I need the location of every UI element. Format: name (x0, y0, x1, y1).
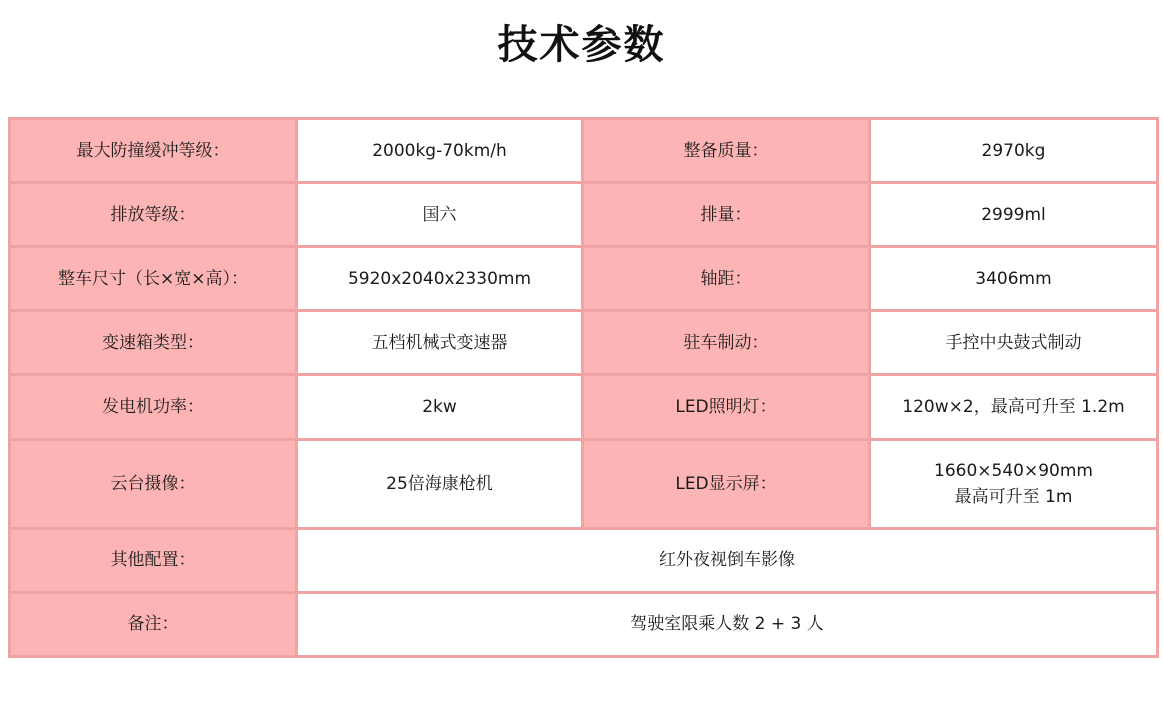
value-cell (870, 439, 1158, 528)
label-cell: 排放等级： (10, 183, 297, 247)
label-cell: 轴距： (583, 247, 870, 311)
value-cell: 2999ml (870, 183, 1158, 247)
label-cell: 其他配置： (10, 528, 297, 592)
table-row (10, 528, 1158, 592)
value-cell: 五档机械式变速器 (297, 311, 583, 375)
value-cell: 驾驶室限乘人数 2 + 3 人 (297, 592, 1158, 656)
value-line: 1660×540×90mm (934, 460, 1093, 481)
label-cell: LED显示屏： (583, 439, 870, 528)
page-title: 技术参数 (497, 22, 666, 68)
value-cell: 120w×2，最高可升至 1.2m (870, 375, 1158, 439)
table-row (10, 183, 1158, 247)
value-line: 最高可升至 1m (954, 486, 1073, 507)
label-cell: 备注： (10, 592, 297, 656)
table-row (10, 592, 1158, 656)
label-cell: 云台摄像： (10, 439, 297, 528)
label-cell: 驻车制动： (583, 311, 870, 375)
value-cell: 2000kg-70km/h (297, 119, 583, 183)
label-cell: 整备质量： (583, 119, 870, 183)
table-row (10, 247, 1158, 311)
value-cell: 3406mm (870, 247, 1158, 311)
value-cell: 25倍海康枪机 (297, 439, 583, 528)
label-cell: 最大防撞缓冲等级： (10, 119, 297, 183)
value-cell: 国六 (297, 183, 583, 247)
value-cell: 红外夜视倒车影像 (297, 528, 1158, 592)
table-row (10, 439, 1158, 528)
value-cell: 2970kg (870, 119, 1158, 183)
label-cell: 整车尺寸（长×宽×高）： (10, 247, 297, 311)
label-cell: 变速箱类型： (10, 311, 297, 375)
table-row (10, 375, 1158, 439)
value-cell: 手控中央鼓式制动 (870, 311, 1158, 375)
value-cell: 2kw (297, 375, 583, 439)
table-row (10, 119, 1158, 183)
label-cell: LED照明灯： (583, 375, 870, 439)
value-cell: 5920x2040x2330mm (297, 247, 583, 311)
table-row (10, 311, 1158, 375)
spec-table (8, 117, 1159, 658)
label-cell: 排量： (583, 183, 870, 247)
label-cell: 发电机功率： (10, 375, 297, 439)
